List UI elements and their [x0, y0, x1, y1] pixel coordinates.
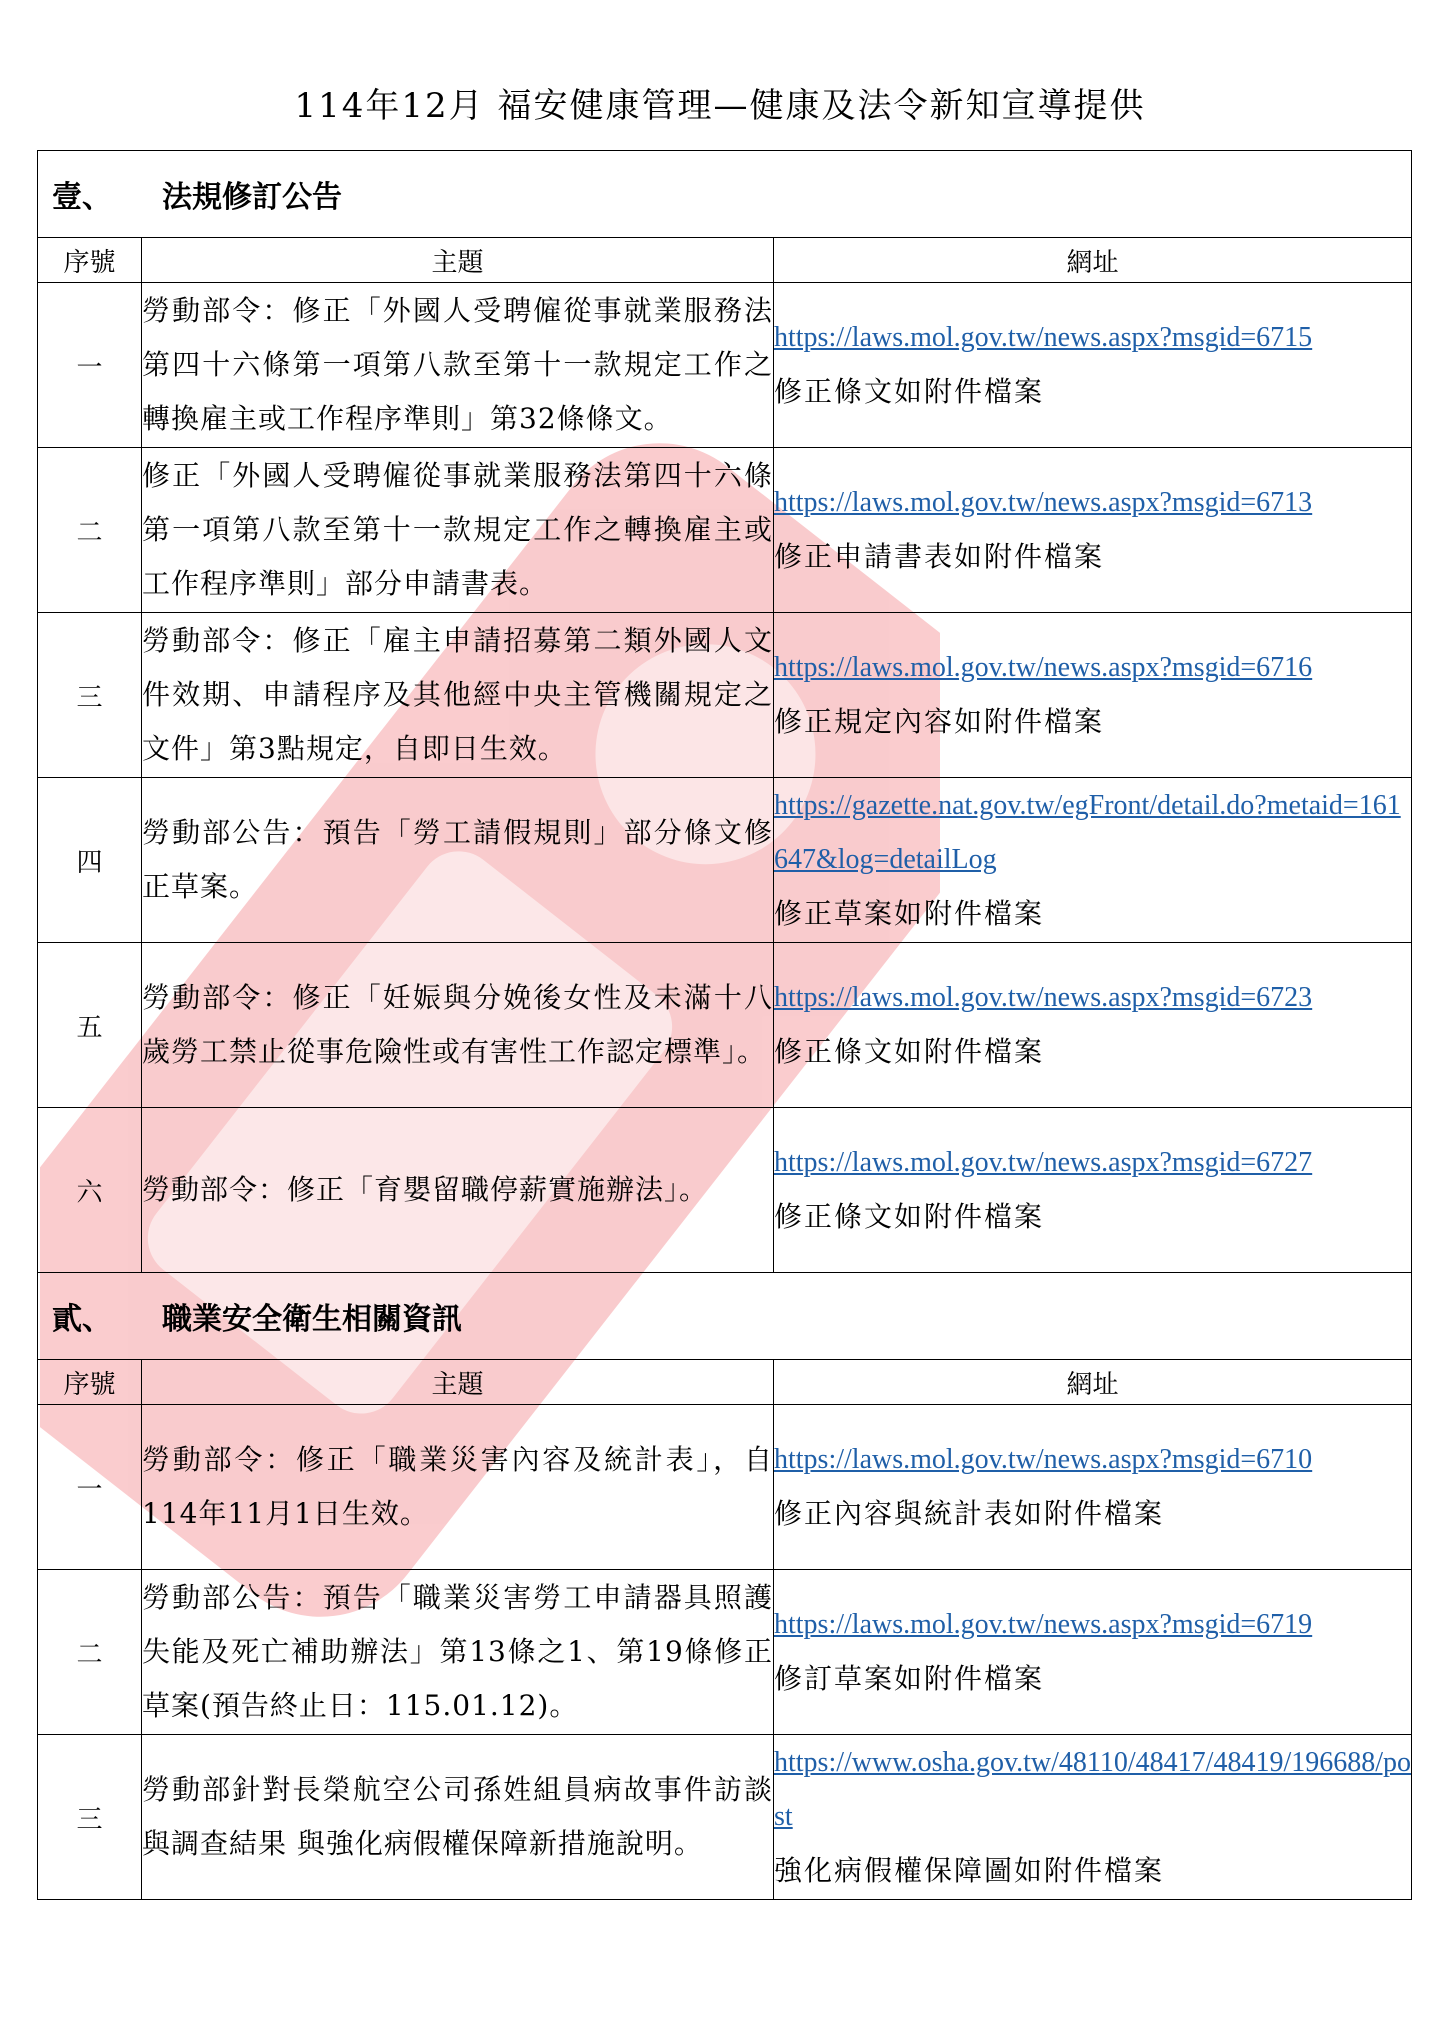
column-header: 網址 — [774, 238, 1412, 283]
row-url-cell — [774, 283, 1412, 448]
row-note: 修正條文如附件檔案 — [774, 1200, 1045, 1233]
row-note: 修正條文如附件檔案 — [774, 375, 1045, 408]
row-topic: 勞動部針對長榮航空公司孫姓組員病故事件訪談與調查結果 與強化病假權保障新措施說明。 — [142, 1735, 774, 1900]
row-note: 修正規定內容如附件檔案 — [774, 705, 1105, 738]
document-table — [37, 150, 1412, 1900]
row-url-cell — [774, 943, 1412, 1108]
row-url-cell — [774, 1108, 1412, 1273]
row-number: 一 — [38, 1405, 142, 1570]
row-topic: 勞動部令：修正「育嬰留職停薪實施辦法」。 — [142, 1108, 774, 1273]
row-topic: 勞動部令：修正「職業災害內容及統計表」，自114年11月1日生效。 — [142, 1405, 774, 1570]
section-number: 貳、 — [52, 1302, 112, 1337]
row-topic: 勞動部公告：預告「職業災害勞工申請器具照護失能及死亡補助辦法」第13條之1、第19條修正草案(預告終止日：115.01.12)。 — [142, 1570, 774, 1735]
row-url-cell — [774, 1735, 1412, 1900]
row-note: 修正草案如附件檔案 — [774, 897, 1045, 930]
page-title: 114年12月 福安健康管理—健康及法令新知宣導提供 — [294, 86, 1146, 126]
table-row — [38, 283, 1412, 448]
row-url-cell — [774, 448, 1412, 613]
column-header: 序號 — [38, 1360, 142, 1405]
row-number: 二 — [38, 448, 142, 613]
row-topic: 勞動部令：修正「外國人受聘僱從事就業服務法第四十六條第一項第八款至第十一款規定工作之轉換雇主或工作程序準則」第32條條文。 — [142, 283, 774, 448]
row-topic: 勞動部令：修正「雇主申請招募第二類外國人文件效期、申請程序及其他經中央主管機關規定之文件」第3點規定，自即日生效。 — [142, 613, 774, 778]
section-header — [38, 151, 1412, 238]
row-link[interactable]: https://laws.mol.gov.tw/news.aspx?msgid=6716 — [774, 652, 1313, 683]
column-header-row — [38, 238, 1412, 283]
table-row — [38, 1108, 1412, 1273]
table-row — [38, 1570, 1412, 1735]
row-number: 六 — [38, 1108, 142, 1273]
row-number: 一 — [38, 283, 142, 448]
section-header — [38, 1273, 1412, 1360]
row-topic: 勞動部公告：預告「勞工請假規則」部分條文修正草案。 — [142, 778, 774, 943]
column-header: 序號 — [38, 238, 142, 283]
row-link[interactable]: https://laws.mol.gov.tw/news.aspx?msgid=6710 — [774, 1444, 1313, 1475]
row-url-cell — [774, 778, 1412, 943]
table-row — [38, 613, 1412, 778]
row-note: 強化病假權保障圖如附件檔案 — [774, 1854, 1165, 1887]
table-row — [38, 778, 1412, 943]
row-topic: 修正「外國人受聘僱從事就業服務法第四十六條第一項第八款至第十一款規定工作之轉換雇主或工作程序準則」部分申請書表。 — [142, 448, 774, 613]
row-note: 修正內容與統計表如附件檔案 — [774, 1497, 1165, 1530]
row-url-cell — [774, 613, 1412, 778]
section-title: 職業安全衛生相關資訊 — [162, 1302, 462, 1337]
column-header: 網址 — [774, 1360, 1412, 1405]
row-link[interactable]: https://www.osha.gov.tw/48110/48417/48419/196688/post — [774, 1747, 1411, 1832]
row-note: 修正條文如附件檔案 — [774, 1035, 1045, 1068]
section-number: 壹、 — [52, 180, 112, 215]
row-number: 四 — [38, 778, 142, 943]
row-number: 五 — [38, 943, 142, 1108]
row-link[interactable]: https://gazette.nat.gov.tw/egFront/detail.do?metaid=161647&log=detailLog — [774, 790, 1401, 875]
table-row — [38, 1735, 1412, 1900]
section-title: 法規修訂公告 — [162, 180, 342, 215]
table-row — [38, 448, 1412, 613]
row-number: 二 — [38, 1570, 142, 1735]
column-header: 主題 — [142, 1360, 774, 1405]
row-note: 修訂草案如附件檔案 — [774, 1662, 1045, 1695]
row-note: 修正申請書表如附件檔案 — [774, 540, 1105, 573]
column-header-row — [38, 1360, 1412, 1405]
row-url-cell — [774, 1570, 1412, 1735]
row-link[interactable]: https://laws.mol.gov.tw/news.aspx?msgid=6727 — [774, 1147, 1313, 1178]
row-link[interactable]: https://laws.mol.gov.tw/news.aspx?msgid=6713 — [774, 487, 1313, 518]
row-link[interactable]: https://laws.mol.gov.tw/news.aspx?msgid=6719 — [774, 1609, 1313, 1640]
column-header: 主題 — [142, 238, 774, 283]
table-row — [38, 1405, 1412, 1570]
row-number: 三 — [38, 1735, 142, 1900]
row-number: 三 — [38, 613, 142, 778]
row-link[interactable]: https://laws.mol.gov.tw/news.aspx?msgid=6723 — [774, 982, 1313, 1013]
row-topic: 勞動部令：修正「妊娠與分娩後女性及未滿十八歲勞工禁止從事危險性或有害性工作認定標準」。 — [142, 943, 774, 1108]
row-url-cell — [774, 1405, 1412, 1570]
table-row — [38, 943, 1412, 1108]
row-link[interactable]: https://laws.mol.gov.tw/news.aspx?msgid=6715 — [774, 322, 1313, 353]
